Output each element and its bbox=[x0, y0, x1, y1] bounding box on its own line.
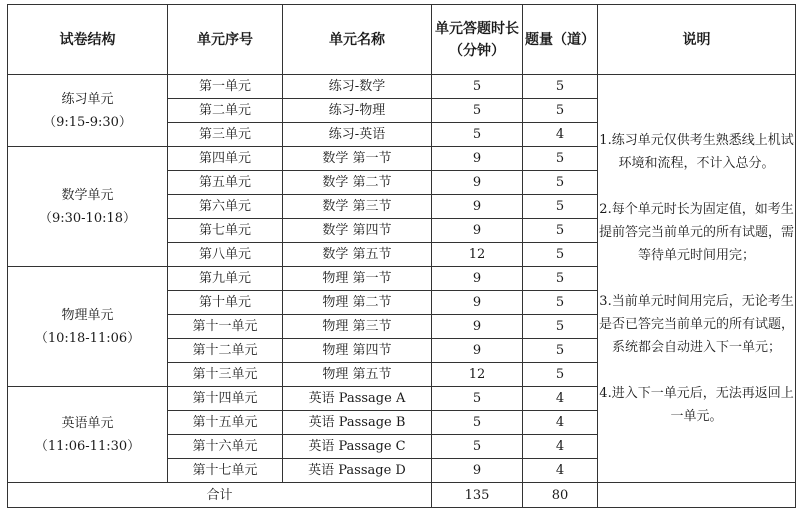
unit-no: 第十四单元 bbox=[168, 387, 283, 411]
unit-name: 物理 第三节 bbox=[283, 315, 432, 339]
section-time: （11:06-11:30） bbox=[34, 438, 141, 454]
unit-count: 5 bbox=[523, 99, 598, 123]
exam-structure-table bbox=[7, 4, 796, 508]
unit-minutes: 9 bbox=[432, 459, 523, 483]
unit-name: 物理 第二节 bbox=[283, 291, 432, 315]
unit-minutes: 5 bbox=[432, 435, 523, 459]
section-time: （9:15-9:30） bbox=[43, 114, 132, 130]
unit-minutes: 5 bbox=[432, 411, 523, 435]
unit-minutes: 9 bbox=[432, 267, 523, 291]
note-item: 4.进入下一单元后，无法再返回上一单元。 bbox=[599, 386, 794, 424]
unit-minutes: 9 bbox=[432, 315, 523, 339]
unit-minutes: 9 bbox=[432, 219, 523, 243]
unit-count: 4 bbox=[523, 459, 598, 483]
unit-name: 英语 Passage C bbox=[283, 435, 432, 459]
header-unit-name: 单元名称 bbox=[283, 5, 432, 75]
section-cell-math bbox=[8, 147, 168, 267]
unit-count: 5 bbox=[523, 291, 598, 315]
unit-no: 第一单元 bbox=[168, 75, 283, 99]
unit-no: 第三单元 bbox=[168, 123, 283, 147]
unit-name: 数学 第五节 bbox=[283, 243, 432, 267]
unit-minutes: 9 bbox=[432, 291, 523, 315]
unit-no: 第八单元 bbox=[168, 243, 283, 267]
unit-name: 数学 第三节 bbox=[283, 195, 432, 219]
unit-no: 第六单元 bbox=[168, 195, 283, 219]
section-cell-english bbox=[8, 387, 168, 483]
unit-name: 数学 第二节 bbox=[283, 171, 432, 195]
unit-minutes: 9 bbox=[432, 339, 523, 363]
unit-no: 第十七单元 bbox=[168, 459, 283, 483]
unit-name: 英语 Passage D bbox=[283, 459, 432, 483]
section-name: 练习单元 bbox=[61, 91, 114, 107]
unit-count: 4 bbox=[523, 387, 598, 411]
section-cell-practice bbox=[8, 75, 168, 147]
unit-count: 4 bbox=[523, 123, 598, 147]
unit-no: 第十六单元 bbox=[168, 435, 283, 459]
unit-name: 物理 第五节 bbox=[283, 363, 432, 387]
unit-count: 5 bbox=[523, 315, 598, 339]
unit-minutes: 5 bbox=[432, 99, 523, 123]
unit-name: 数学 第四节 bbox=[283, 219, 432, 243]
unit-name: 英语 Passage B bbox=[283, 411, 432, 435]
notes-cell bbox=[598, 75, 796, 483]
note-item: 1.练习单元仅供考生熟悉线上机试环境和流程，不计入总分。 bbox=[599, 133, 794, 171]
unit-no: 第九单元 bbox=[168, 267, 283, 291]
unit-minutes: 9 bbox=[432, 195, 523, 219]
section-time: （10:18-11:06） bbox=[34, 330, 141, 346]
unit-no: 第七单元 bbox=[168, 219, 283, 243]
unit-minutes: 5 bbox=[432, 387, 523, 411]
unit-minutes: 5 bbox=[432, 75, 523, 99]
header-note: 说明 bbox=[598, 5, 796, 75]
total-note-empty bbox=[598, 483, 796, 508]
unit-count: 5 bbox=[523, 195, 598, 219]
unit-name: 练习-物理 bbox=[283, 99, 432, 123]
unit-minutes: 9 bbox=[432, 147, 523, 171]
header-structure: 试卷结构 bbox=[8, 5, 168, 75]
unit-count: 5 bbox=[523, 267, 598, 291]
section-name: 数学单元 bbox=[61, 187, 114, 203]
unit-count: 5 bbox=[523, 147, 598, 171]
unit-name: 数学 第一节 bbox=[283, 147, 432, 171]
unit-name: 物理 第四节 bbox=[283, 339, 432, 363]
note-item: 2.每个单元时长为固定值，如考生提前答完当前单元的所有试题，需等待单元时间用完； bbox=[598, 202, 794, 263]
unit-count: 4 bbox=[523, 411, 598, 435]
total-minutes: 135 bbox=[432, 483, 523, 508]
unit-no: 第十三单元 bbox=[168, 363, 283, 387]
header-unit-no: 单元序号 bbox=[168, 5, 283, 75]
unit-minutes: 5 bbox=[432, 123, 523, 147]
unit-count: 5 bbox=[523, 171, 598, 195]
unit-count: 5 bbox=[523, 339, 598, 363]
unit-no: 第四单元 bbox=[168, 147, 283, 171]
unit-minutes: 12 bbox=[432, 363, 523, 387]
section-cell-physics bbox=[8, 267, 168, 387]
section-name: 英语单元 bbox=[61, 415, 114, 431]
unit-count: 5 bbox=[523, 243, 598, 267]
unit-count: 5 bbox=[523, 363, 598, 387]
total-label: 合计 bbox=[8, 483, 432, 508]
total-row bbox=[8, 483, 796, 508]
unit-minutes: 9 bbox=[432, 171, 523, 195]
table-row bbox=[8, 75, 796, 99]
section-name: 物理单元 bbox=[61, 307, 114, 323]
unit-name: 练习-英语 bbox=[283, 123, 432, 147]
unit-minutes: 12 bbox=[432, 243, 523, 267]
header-duration: 单元答题时长（分钟） bbox=[432, 5, 523, 75]
header-row bbox=[8, 5, 796, 75]
unit-name: 练习-数学 bbox=[283, 75, 432, 99]
header-count: 题量（道） bbox=[523, 5, 598, 75]
total-count: 80 bbox=[523, 483, 598, 508]
note-item: 3.当前单元时间用完后，无论考生是否已答完当前单元的所有试题，系统都会自动进入下一单元； bbox=[598, 294, 794, 355]
unit-count: 5 bbox=[523, 219, 598, 243]
unit-no: 第十一单元 bbox=[168, 315, 283, 339]
unit-no: 第十五单元 bbox=[168, 411, 283, 435]
unit-name: 物理 第一节 bbox=[283, 267, 432, 291]
unit-no: 第十二单元 bbox=[168, 339, 283, 363]
unit-no: 第十单元 bbox=[168, 291, 283, 315]
unit-no: 第二单元 bbox=[168, 99, 283, 123]
unit-count: 5 bbox=[523, 75, 598, 99]
unit-count: 4 bbox=[523, 435, 598, 459]
section-time: （9:30-10:18） bbox=[38, 210, 137, 226]
unit-no: 第五单元 bbox=[168, 171, 283, 195]
unit-name: 英语 Passage A bbox=[283, 387, 432, 411]
